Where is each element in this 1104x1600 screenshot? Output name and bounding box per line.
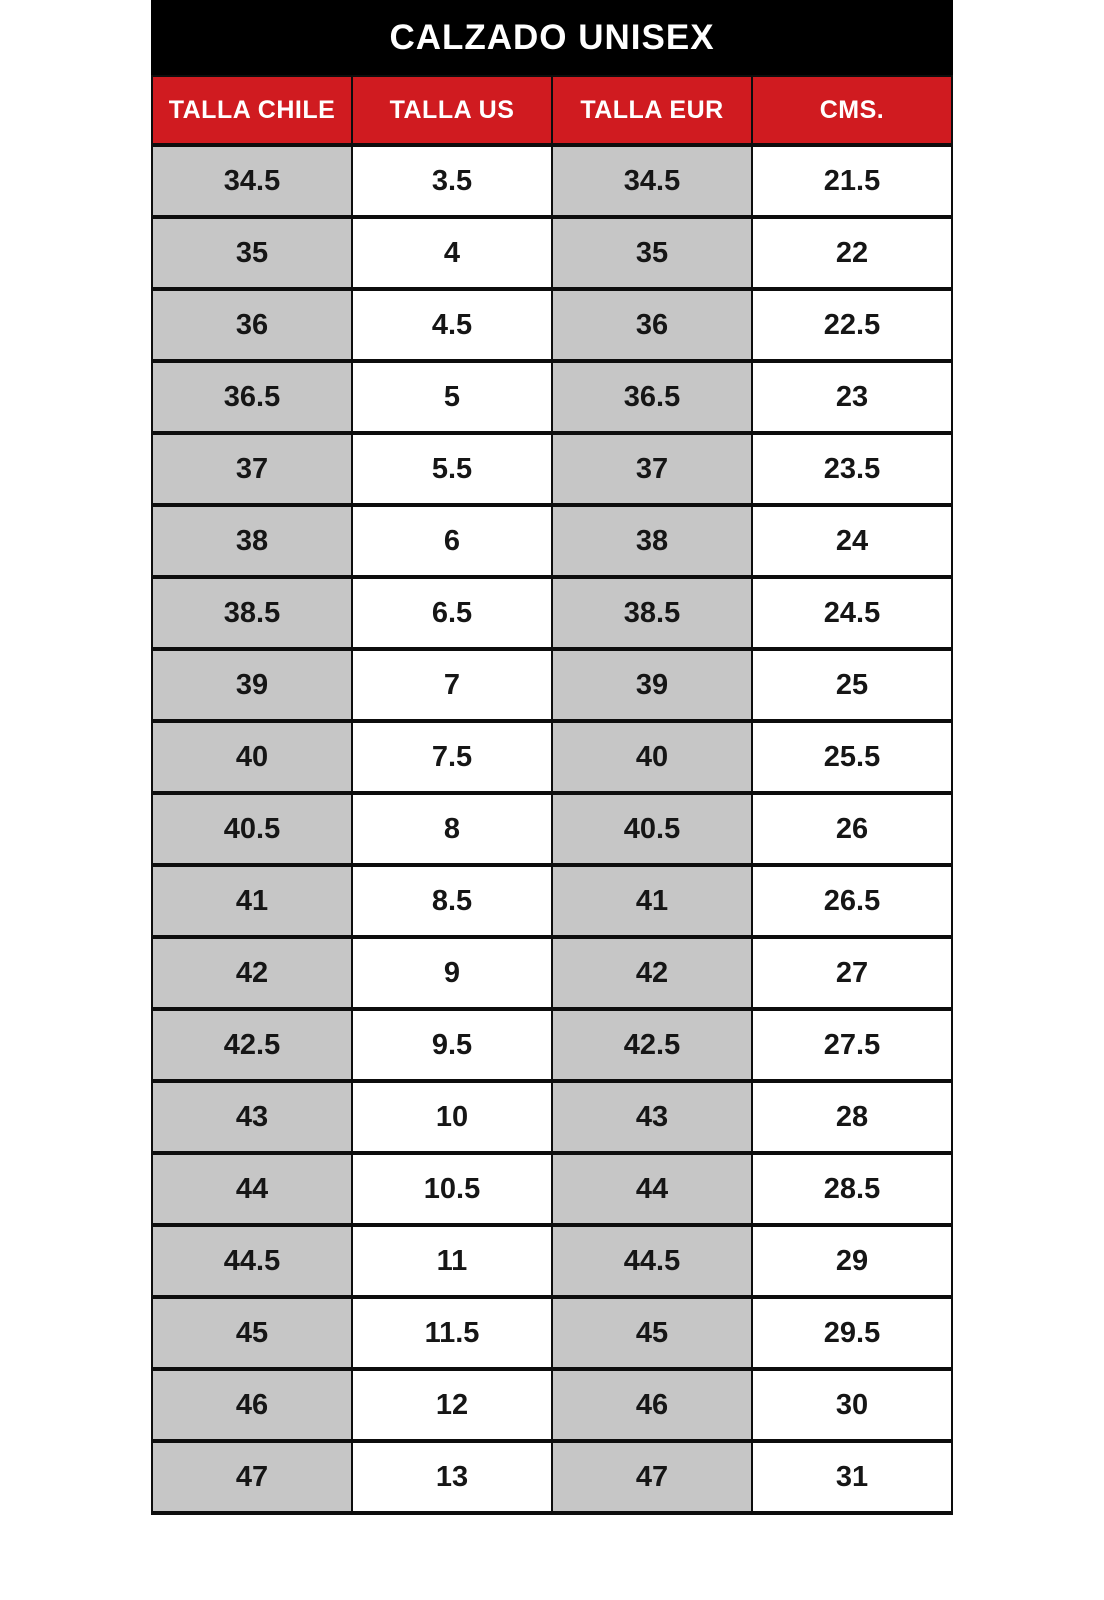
cell-cms: 25	[752, 649, 952, 721]
table-row	[152, 721, 952, 793]
cell-talla-chile: 47	[152, 1441, 352, 1513]
table-row	[152, 145, 952, 217]
cell-talla-eur: 44	[552, 1153, 752, 1225]
cell-talla-us: 4.5	[352, 289, 552, 361]
cell-talla-chile: 36.5	[152, 361, 352, 433]
cell-talla-chile: 38	[152, 505, 352, 577]
cell-talla-chile: 40	[152, 721, 352, 793]
cell-cms: 25.5	[752, 721, 952, 793]
table-row	[152, 1369, 952, 1441]
cell-talla-eur: 38	[552, 505, 752, 577]
cell-talla-us: 7	[352, 649, 552, 721]
cell-talla-eur: 36	[552, 289, 752, 361]
column-header-cms: CMS.	[752, 76, 952, 145]
cell-talla-us: 8	[352, 793, 552, 865]
cell-talla-chile: 44	[152, 1153, 352, 1225]
size-chart	[151, 0, 953, 1515]
table-row	[152, 1009, 952, 1081]
cell-talla-chile: 45	[152, 1297, 352, 1369]
table-row	[152, 649, 952, 721]
cell-cms: 27.5	[752, 1009, 952, 1081]
cell-talla-chile: 42	[152, 937, 352, 1009]
cell-talla-chile: 41	[152, 865, 352, 937]
size-table-body	[152, 145, 952, 1513]
cell-talla-eur: 40	[552, 721, 752, 793]
cell-talla-chile: 40.5	[152, 793, 352, 865]
cell-cms: 26	[752, 793, 952, 865]
cell-talla-us: 11	[352, 1225, 552, 1297]
cell-talla-us: 6.5	[352, 577, 552, 649]
cell-talla-eur: 45	[552, 1297, 752, 1369]
cell-cms: 23.5	[752, 433, 952, 505]
cell-talla-eur: 40.5	[552, 793, 752, 865]
cell-talla-us: 4	[352, 217, 552, 289]
table-row	[152, 1081, 952, 1153]
cell-talla-us: 10.5	[352, 1153, 552, 1225]
cell-cms: 28	[752, 1081, 952, 1153]
cell-talla-eur: 34.5	[552, 145, 752, 217]
cell-talla-eur: 39	[552, 649, 752, 721]
cell-talla-us: 5	[352, 361, 552, 433]
column-header-talla-us: TALLA US	[352, 76, 552, 145]
cell-talla-chile: 38.5	[152, 577, 352, 649]
cell-talla-eur: 43	[552, 1081, 752, 1153]
cell-talla-eur: 36.5	[552, 361, 752, 433]
cell-talla-eur: 42.5	[552, 1009, 752, 1081]
cell-talla-chile: 42.5	[152, 1009, 352, 1081]
cell-talla-eur: 46	[552, 1369, 752, 1441]
table-row	[152, 289, 952, 361]
table-row	[152, 433, 952, 505]
cell-cms: 22	[752, 217, 952, 289]
cell-cms: 26.5	[752, 865, 952, 937]
cell-talla-chile: 39	[152, 649, 352, 721]
table-row	[152, 1297, 952, 1369]
cell-cms: 27	[752, 937, 952, 1009]
cell-talla-eur: 42	[552, 937, 752, 1009]
cell-talla-us: 3.5	[352, 145, 552, 217]
table-row	[152, 1441, 952, 1513]
table-row	[152, 937, 952, 1009]
cell-cms: 21.5	[752, 145, 952, 217]
column-header-talla-chile: TALLA CHILE	[152, 76, 352, 145]
cell-talla-eur: 47	[552, 1441, 752, 1513]
cell-talla-us: 12	[352, 1369, 552, 1441]
table-row	[152, 793, 952, 865]
cell-talla-us: 5.5	[352, 433, 552, 505]
table-row	[152, 505, 952, 577]
table-row	[152, 865, 952, 937]
table-row	[152, 217, 952, 289]
table-row	[152, 361, 952, 433]
cell-talla-chile: 43	[152, 1081, 352, 1153]
cell-talla-eur: 38.5	[552, 577, 752, 649]
cell-talla-chile: 46	[152, 1369, 352, 1441]
table-row	[152, 577, 952, 649]
cell-talla-chile: 37	[152, 433, 352, 505]
cell-cms: 31	[752, 1441, 952, 1513]
cell-cms: 22.5	[752, 289, 952, 361]
cell-talla-us: 13	[352, 1441, 552, 1513]
table-row	[152, 1153, 952, 1225]
cell-talla-chile: 44.5	[152, 1225, 352, 1297]
cell-talla-chile: 34.5	[152, 145, 352, 217]
cell-cms: 30	[752, 1369, 952, 1441]
cell-talla-us: 9.5	[352, 1009, 552, 1081]
cell-talla-us: 9	[352, 937, 552, 1009]
cell-talla-us: 7.5	[352, 721, 552, 793]
cell-talla-eur: 44.5	[552, 1225, 752, 1297]
column-header-talla-eur: TALLA EUR	[552, 76, 752, 145]
cell-talla-us: 10	[352, 1081, 552, 1153]
header-row	[152, 76, 952, 145]
cell-talla-eur: 37	[552, 433, 752, 505]
size-table	[151, 75, 953, 1515]
cell-talla-eur: 41	[552, 865, 752, 937]
cell-talla-chile: 35	[152, 217, 352, 289]
chart-title: CALZADO UNISEX	[151, 0, 953, 75]
cell-talla-us: 8.5	[352, 865, 552, 937]
cell-talla-chile: 36	[152, 289, 352, 361]
cell-cms: 24	[752, 505, 952, 577]
cell-cms: 23	[752, 361, 952, 433]
cell-cms: 29.5	[752, 1297, 952, 1369]
cell-talla-us: 11.5	[352, 1297, 552, 1369]
cell-cms: 29	[752, 1225, 952, 1297]
cell-cms: 28.5	[752, 1153, 952, 1225]
cell-talla-us: 6	[352, 505, 552, 577]
cell-talla-eur: 35	[552, 217, 752, 289]
cell-cms: 24.5	[752, 577, 952, 649]
table-row	[152, 1225, 952, 1297]
